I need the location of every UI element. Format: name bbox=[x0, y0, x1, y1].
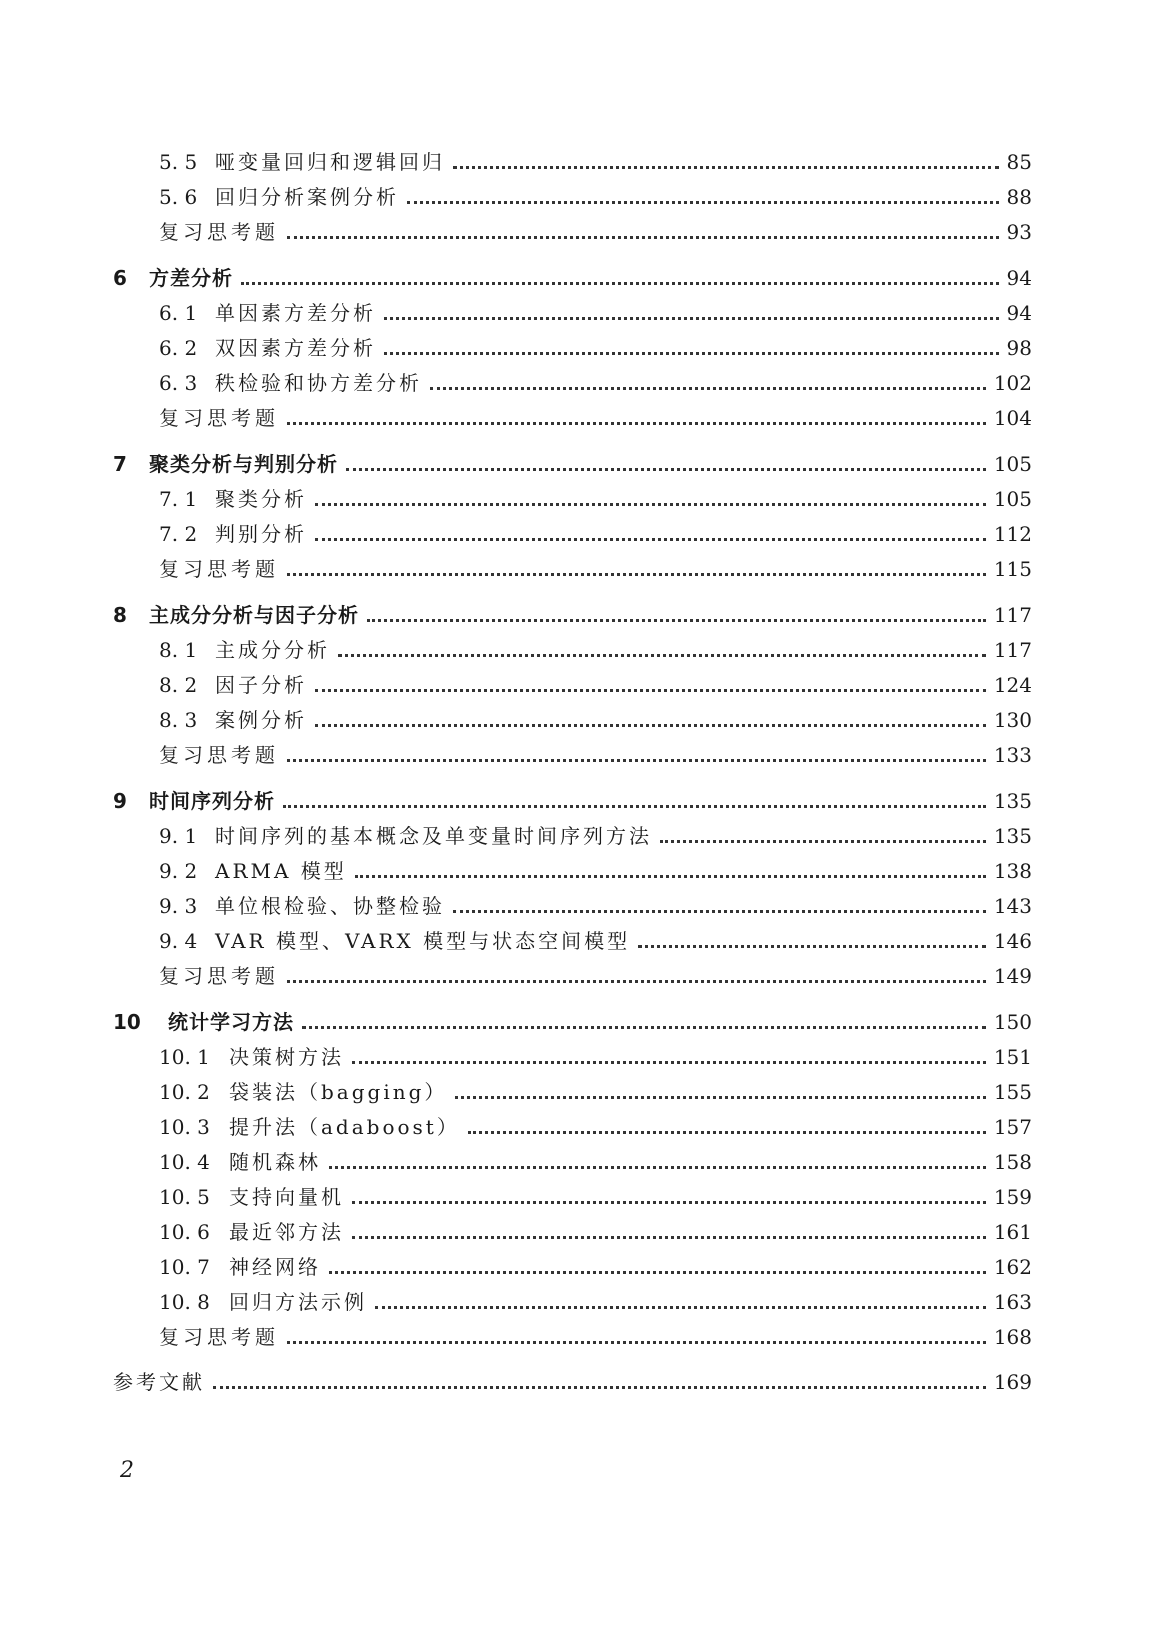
toc-entry-title: VAR 模型、VARX 模型与状态空间模型 bbox=[215, 929, 631, 953]
toc-section-row[interactable] bbox=[159, 1075, 1032, 1110]
toc-section-row[interactable] bbox=[159, 482, 1032, 517]
toc-entry-number: 8. 1 bbox=[159, 638, 198, 662]
toc-entry-number: 6. 2 bbox=[159, 336, 198, 360]
toc-entry-page: 104 bbox=[993, 406, 1032, 430]
toc-review-row[interactable] bbox=[159, 1320, 1032, 1355]
toc-entry-number: 10. 7 bbox=[159, 1255, 210, 1279]
toc-section-row[interactable] bbox=[159, 633, 1032, 668]
toc-review-row[interactable] bbox=[159, 738, 1032, 773]
toc-entry-page: 135 bbox=[993, 824, 1032, 848]
dot-leader bbox=[455, 1096, 985, 1099]
dot-leader bbox=[453, 166, 999, 169]
toc-entry-page: 102 bbox=[993, 371, 1032, 395]
toc-section-row[interactable] bbox=[159, 1040, 1032, 1075]
toc-entry-title: 袋装法（bagging） bbox=[229, 1080, 448, 1104]
toc-entry-page: 124 bbox=[993, 673, 1032, 697]
toc-entry-number: 6. 1 bbox=[159, 301, 198, 325]
toc-chapter-row[interactable] bbox=[113, 446, 1032, 482]
dot-leader bbox=[213, 1386, 986, 1389]
dot-leader bbox=[375, 1306, 986, 1309]
toc-entry-title: 回归分析案例分析 bbox=[215, 185, 399, 209]
dot-leader bbox=[287, 980, 986, 983]
toc-review-row[interactable] bbox=[159, 552, 1032, 587]
dot-leader bbox=[355, 875, 986, 878]
toc-entry-number: 7. 2 bbox=[159, 522, 198, 546]
toc-entry-page: 117 bbox=[993, 638, 1032, 662]
dot-leader bbox=[430, 387, 986, 390]
dot-leader bbox=[384, 317, 999, 320]
toc-entry-number: 10. 6 bbox=[159, 1220, 210, 1244]
toc-section-row[interactable] bbox=[159, 180, 1032, 215]
toc-entry-number: 10. 5 bbox=[159, 1185, 210, 1209]
toc-section-row[interactable] bbox=[159, 1180, 1032, 1215]
toc-entry-page: 88 bbox=[1006, 185, 1032, 209]
dot-leader bbox=[367, 619, 986, 622]
toc-entry-title: 复习思考题 bbox=[159, 964, 279, 988]
toc-entry-title: ARMA 模型 bbox=[215, 859, 347, 883]
dot-leader bbox=[352, 1061, 986, 1064]
toc-entry-number: 9. 3 bbox=[159, 894, 198, 918]
toc-entry-title: 最近邻方法 bbox=[229, 1220, 344, 1244]
toc-entry-page: 98 bbox=[1006, 336, 1032, 360]
dot-leader bbox=[287, 422, 986, 425]
toc-entry-page: 169 bbox=[993, 1370, 1032, 1394]
dot-leader bbox=[352, 1201, 986, 1204]
toc-entry-page: 158 bbox=[993, 1150, 1032, 1174]
toc-section-row[interactable] bbox=[159, 296, 1032, 331]
toc-section-row[interactable] bbox=[159, 854, 1032, 889]
toc-entry-title: 决策树方法 bbox=[229, 1045, 344, 1069]
dot-leader bbox=[287, 573, 986, 576]
toc-section-row[interactable] bbox=[159, 1285, 1032, 1320]
toc-entry-page: 105 bbox=[993, 452, 1032, 476]
toc-entry-page: 135 bbox=[993, 789, 1032, 813]
toc-entry-page: 150 bbox=[993, 1010, 1032, 1034]
toc-review-row[interactable] bbox=[159, 215, 1032, 250]
toc-entry-number: 8. 2 bbox=[159, 673, 198, 697]
toc-section-row[interactable] bbox=[159, 924, 1032, 959]
toc-entry-number: 10 bbox=[113, 1010, 141, 1034]
toc-entry-page: 130 bbox=[993, 708, 1032, 732]
dot-leader bbox=[315, 538, 986, 541]
toc-entry-title: 时间序列分析 bbox=[149, 789, 275, 813]
dot-leader bbox=[287, 236, 999, 239]
dot-leader bbox=[302, 1026, 986, 1029]
dot-leader bbox=[453, 910, 986, 913]
toc-entry-title: 复习思考题 bbox=[159, 406, 279, 430]
toc-entry-page: 133 bbox=[993, 743, 1032, 767]
toc-entry-title: 主成分分析与因子分析 bbox=[149, 603, 359, 627]
toc-chapter-row[interactable] bbox=[113, 1004, 1032, 1040]
dot-leader bbox=[660, 840, 986, 843]
toc-entry-page: 146 bbox=[993, 929, 1032, 953]
toc-entry-number: 10. 4 bbox=[159, 1150, 210, 1174]
dot-leader bbox=[315, 503, 986, 506]
toc-entry-title: 因子分析 bbox=[215, 673, 307, 697]
toc-entry-title: 案例分析 bbox=[215, 708, 307, 732]
toc-entry-page: 168 bbox=[993, 1325, 1032, 1349]
page-number: 2 bbox=[120, 1458, 134, 1483]
toc-entry-title: 提升法（adaboost） bbox=[229, 1115, 460, 1139]
toc-entry-page: 143 bbox=[993, 894, 1032, 918]
toc-entry-title: 单因素方差分析 bbox=[215, 301, 376, 325]
toc-entry-page: 161 bbox=[993, 1220, 1032, 1244]
toc-section-row[interactable] bbox=[159, 1110, 1032, 1145]
toc-entry-title: 方差分析 bbox=[149, 266, 233, 290]
toc-entry-title: 哑变量回归和逻辑回归 bbox=[215, 150, 445, 174]
toc-section-row[interactable] bbox=[159, 366, 1032, 401]
toc-entry-number: 8 bbox=[113, 603, 127, 627]
toc-entry-page: 105 bbox=[993, 487, 1032, 511]
toc-entry-page: 159 bbox=[993, 1185, 1032, 1209]
toc-references-row[interactable] bbox=[113, 1365, 1032, 1400]
toc-entry-number: 5. 6 bbox=[159, 185, 198, 209]
toc-entry-page: 149 bbox=[993, 964, 1032, 988]
toc-section-row[interactable] bbox=[159, 1250, 1032, 1285]
toc-entry-page: 138 bbox=[993, 859, 1032, 883]
toc-entry-number: 9. 1 bbox=[159, 824, 198, 848]
toc-entry-title: 秩检验和协方差分析 bbox=[215, 371, 422, 395]
toc-section-row[interactable] bbox=[159, 1145, 1032, 1180]
toc-section-row[interactable] bbox=[159, 668, 1032, 703]
table-of-contents bbox=[113, 145, 1032, 1400]
toc-entry-number: 10. 2 bbox=[159, 1080, 210, 1104]
dot-leader bbox=[283, 805, 986, 808]
toc-entry-title: 聚类分析 bbox=[215, 487, 307, 511]
dot-leader bbox=[407, 201, 999, 204]
toc-section-row[interactable] bbox=[159, 1215, 1032, 1250]
toc-chapter-row[interactable] bbox=[113, 597, 1032, 633]
toc-section-row[interactable] bbox=[159, 517, 1032, 552]
dot-leader bbox=[468, 1131, 986, 1134]
dot-leader bbox=[241, 282, 999, 285]
toc-section-row[interactable] bbox=[159, 145, 1032, 180]
toc-review-row[interactable] bbox=[159, 959, 1032, 994]
toc-entry-page: 112 bbox=[993, 522, 1032, 546]
toc-entry-number: 10. 3 bbox=[159, 1115, 210, 1139]
toc-entry-number: 7. 1 bbox=[159, 487, 198, 511]
toc-entry-title: 支持向量机 bbox=[229, 1185, 344, 1209]
toc-entry-page: 94 bbox=[1006, 301, 1032, 325]
toc-entry-page: 162 bbox=[993, 1255, 1032, 1279]
toc-entry-number: 7 bbox=[113, 452, 127, 476]
toc-section-row[interactable] bbox=[159, 889, 1032, 924]
toc-entry-number: 9. 2 bbox=[159, 859, 198, 883]
dot-leader bbox=[315, 689, 986, 692]
dot-leader bbox=[329, 1271, 986, 1274]
dot-leader bbox=[346, 468, 986, 471]
dot-leader bbox=[638, 945, 986, 948]
toc-entry-number: 6 bbox=[113, 266, 127, 290]
toc-entry-title: 复习思考题 bbox=[159, 743, 279, 767]
toc-entry-title: 判别分析 bbox=[215, 522, 307, 546]
toc-entry-page: 117 bbox=[993, 603, 1032, 627]
toc-entry-number: 10. 1 bbox=[159, 1045, 210, 1069]
toc-entry-page: 93 bbox=[1006, 220, 1032, 244]
toc-entry-title: 随机森林 bbox=[229, 1150, 321, 1174]
toc-entry-number: 9. 4 bbox=[159, 929, 198, 953]
toc-chapter-row[interactable] bbox=[113, 783, 1032, 819]
toc-entry-title: 单位根检验、协整检验 bbox=[215, 894, 445, 918]
toc-entry-title: 双因素方差分析 bbox=[215, 336, 376, 360]
toc-entry-title: 神经网络 bbox=[229, 1255, 321, 1279]
toc-entry-title: 聚类分析与判别分析 bbox=[149, 452, 338, 476]
toc-entry-page: 163 bbox=[993, 1290, 1032, 1314]
toc-entry-page: 115 bbox=[993, 557, 1032, 581]
dot-leader bbox=[287, 1341, 986, 1344]
toc-entry-page: 157 bbox=[993, 1115, 1032, 1139]
toc-entry-title: 统计学习方法 bbox=[168, 1010, 294, 1034]
toc-entry-page: 94 bbox=[1006, 266, 1032, 290]
toc-review-row[interactable] bbox=[159, 401, 1032, 436]
toc-entry-title: 复习思考题 bbox=[159, 1325, 279, 1349]
dot-leader bbox=[338, 654, 986, 657]
toc-entry-page: 85 bbox=[1006, 150, 1032, 174]
toc-entry-title: 复习思考题 bbox=[159, 557, 279, 581]
toc-entry-number: 8. 3 bbox=[159, 708, 198, 732]
toc-entry-page: 151 bbox=[993, 1045, 1032, 1069]
toc-entry-title: 回归方法示例 bbox=[229, 1290, 367, 1314]
dot-leader bbox=[315, 724, 986, 727]
toc-section-row[interactable] bbox=[159, 703, 1032, 738]
toc-entry-page: 155 bbox=[993, 1080, 1032, 1104]
toc-entry-number: 10. 8 bbox=[159, 1290, 210, 1314]
toc-entry-number: 9 bbox=[113, 789, 127, 813]
dot-leader bbox=[287, 759, 986, 762]
toc-entry-number: 5. 5 bbox=[159, 150, 198, 174]
dot-leader bbox=[352, 1236, 986, 1239]
toc-entry-title: 参考文献 bbox=[113, 1370, 205, 1394]
dot-leader bbox=[329, 1166, 986, 1169]
toc-entry-title: 复习思考题 bbox=[159, 220, 279, 244]
toc-entry-number: 6. 3 bbox=[159, 371, 198, 395]
toc-entry-title: 时间序列的基本概念及单变量时间序列方法 bbox=[215, 824, 652, 848]
dot-leader bbox=[384, 352, 999, 355]
toc-entry-title: 主成分分析 bbox=[215, 638, 330, 662]
toc-section-row[interactable] bbox=[159, 331, 1032, 366]
toc-chapter-row[interactable] bbox=[113, 260, 1032, 296]
toc-section-row[interactable] bbox=[159, 819, 1032, 854]
